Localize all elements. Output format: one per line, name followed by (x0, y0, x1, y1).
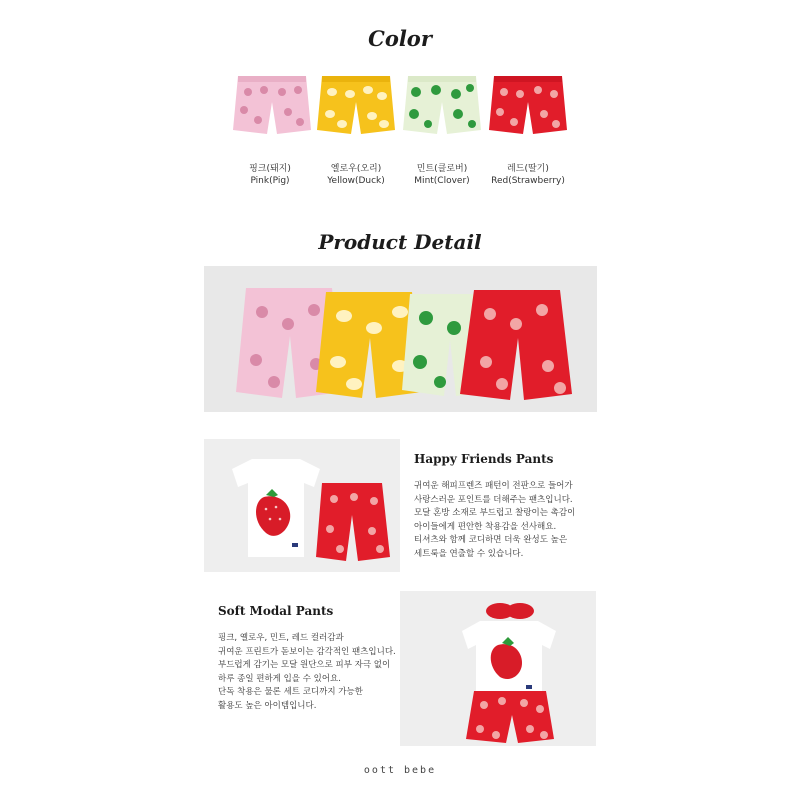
detail-photo-tshirt-red-shorts (204, 439, 400, 572)
soft-modal-title: Soft Modal Pants (218, 604, 334, 618)
brand-logo: oott bebe (363, 765, 437, 776)
caption-pink: 핑크(돼지) Pink(Pig) (249, 164, 291, 186)
color-heading: Color (368, 26, 432, 51)
caption-yellow: 옐로우(오리) Yellow(Duck) (327, 164, 385, 186)
product-detail-heading: Product Detail (318, 230, 482, 254)
swatch-red-shorts (488, 72, 568, 138)
happy-friends-description: 귀여운 해피프렌즈 패턴이 전판으로 들어가 사랑스러운 포인트를 더해주는 팬츠입니다. 모달 혼방 소재로 부드럽고 찰랑이는 촉감이 아이들에게 편안한 착용감을 선사해요. 티셔츠와 함께 코디하면 더욱 완성도 높은 세트룩을 연출할 수 있습니다. (414, 481, 576, 559)
swatch-mint-shorts (402, 72, 482, 138)
detail-photo-set-outfit (400, 591, 596, 746)
swatch-pink-shorts (232, 72, 312, 138)
caption-red: 레드(딸기) Red(Strawberry) (491, 164, 565, 186)
happy-friends-title: Happy Friends Pants (414, 452, 554, 466)
detail-photo-all-shorts (204, 266, 597, 412)
swatch-yellow-shorts (316, 72, 396, 138)
caption-mint: 민트(클로버) Mint(Clover) (414, 164, 470, 186)
soft-modal-description: 핑크, 옐로우, 민트, 레드 컬러감과 귀여운 프린트가 돋보이는 감각적인 팬츠입니다. 부드럽게 감기는 모달 원단으로 피부 자극 없이 하루 종일 편하게 입을 수 있어요. 단독 착용은 물론 세트 코디까지 가능한 활용도 높은 아이템입니다. (218, 633, 396, 711)
